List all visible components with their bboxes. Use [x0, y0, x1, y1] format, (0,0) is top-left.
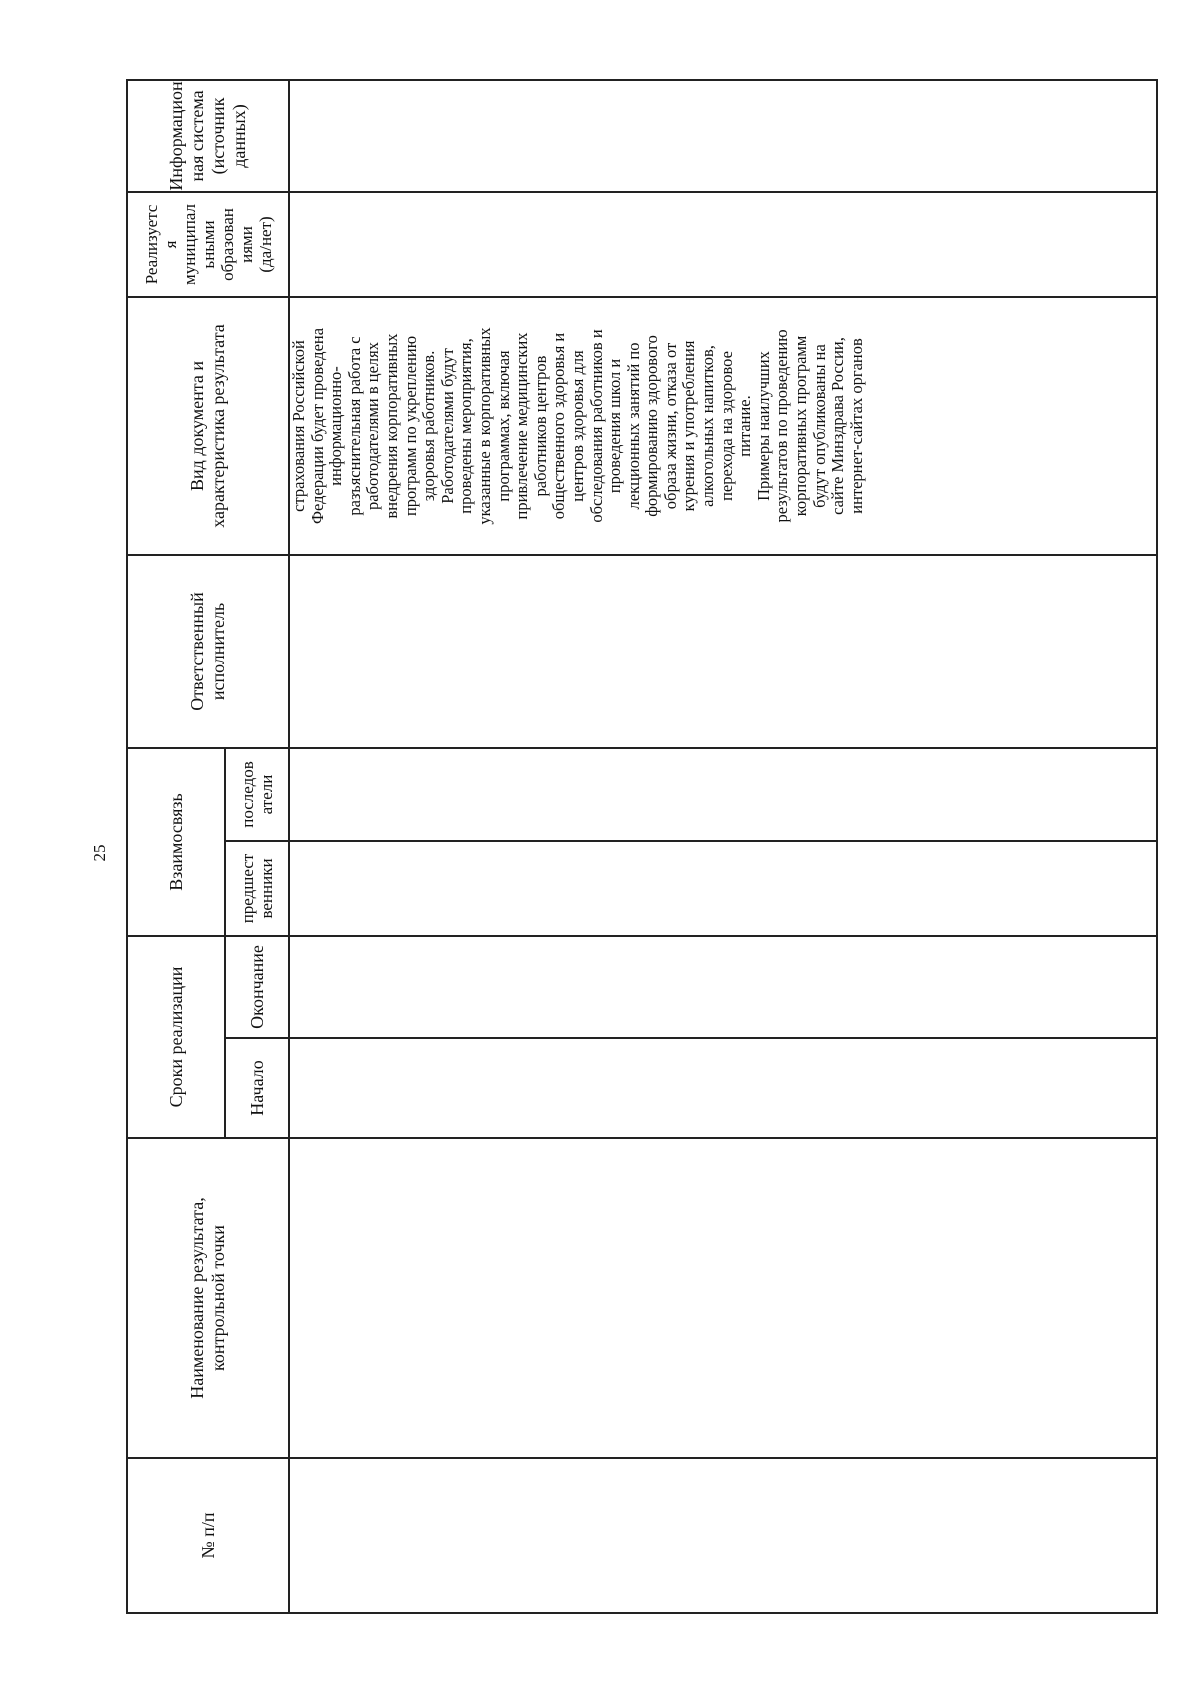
- header-number: № п/п: [127, 1458, 289, 1613]
- header-document-line: Вид документа и: [187, 361, 207, 491]
- document-line: курения и употребления: [679, 340, 699, 512]
- header-successors-line: атели: [257, 774, 276, 815]
- document-line: центров здоровья для: [567, 350, 587, 502]
- header-infosystem-line: данных): [229, 104, 249, 168]
- cell-infosystem: [289, 80, 1157, 192]
- document-line: работодателями в целях: [363, 342, 383, 510]
- document-line: привлечение медицинских: [512, 332, 532, 520]
- header-dates: Сроки реализации: [127, 936, 225, 1138]
- page-number: 25: [90, 844, 109, 862]
- document-line: алкогольных напитков,: [698, 345, 718, 507]
- plan-table: [126, 79, 1158, 1614]
- document-line: здоровья работников.: [419, 350, 439, 502]
- header-name-line: контрольной точки: [208, 1225, 228, 1371]
- document-line: формированию здорового: [642, 335, 662, 517]
- document-line: обследования работников и: [586, 329, 606, 523]
- document-line: интернет-сайтах органов: [846, 338, 866, 514]
- cell-municipal: [289, 192, 1157, 297]
- cell-name: [289, 1138, 1157, 1458]
- header-predecessors-line: венники: [257, 858, 276, 919]
- header-responsible-line: исполнитель: [208, 602, 228, 701]
- header-municipal-line: Реализуетс: [141, 204, 161, 285]
- rotated-table-sheet: [126, 81, 1156, 1614]
- document-line: лекционных занятий по: [623, 342, 643, 510]
- cell-document: [289, 297, 1157, 555]
- document-line: страхования Российской: [289, 340, 308, 512]
- document-line: результатов по проведению: [772, 329, 792, 523]
- document-line: внедрения корпоративных: [381, 333, 401, 519]
- header-infosystem-line: ная система: [187, 90, 207, 182]
- cell-successors: [289, 748, 1157, 841]
- header-municipal: [127, 192, 289, 297]
- header-municipal-line: ьными: [198, 220, 218, 269]
- header-predecessors: [225, 841, 289, 936]
- document-line: будут опубликованы на: [809, 344, 829, 508]
- document-line: разъяснительная работа с: [344, 336, 364, 516]
- document-line: общественного здоровья и: [549, 332, 569, 520]
- header-responsible-line: Ответственный: [187, 592, 207, 711]
- document-line: программ по укреплению: [400, 335, 420, 517]
- header-municipal-line: (да/нет): [255, 216, 275, 273]
- header-document: [127, 297, 289, 555]
- header-start: Начало: [225, 1038, 289, 1138]
- header-document-line: характеристика результата: [208, 324, 228, 528]
- document-line: указанные в корпоративных: [474, 327, 494, 525]
- header-successors-line: последов: [238, 761, 257, 828]
- document-line: Федерации будет проведена: [307, 327, 327, 525]
- document-line: Работодателями будут: [437, 348, 457, 504]
- document-line: сайте Минздрава России,: [828, 337, 848, 515]
- header-responsible: [127, 555, 289, 748]
- header-municipal-line: муниципал: [179, 204, 199, 285]
- document-line: проведения школ и: [605, 358, 625, 494]
- header-relation: Взаимосвязь: [127, 748, 225, 936]
- document-line: перехода на здоровое: [716, 351, 736, 501]
- header-municipal-line: я: [160, 240, 180, 249]
- document-line: программах, включая: [493, 350, 513, 502]
- document-line: Примеры наилучших: [753, 351, 773, 501]
- cell-start: [289, 1038, 1157, 1138]
- header-municipal-line: иями: [236, 226, 256, 263]
- document-line: работников центров: [530, 355, 550, 497]
- header-name-line: Наименование результата,: [187, 1197, 207, 1399]
- document-line: образа жизни, отказа от: [660, 342, 680, 510]
- header-municipal-line: образован: [217, 208, 237, 281]
- header-infosystem-line: Информацион: [166, 81, 186, 191]
- header-successors: [225, 748, 289, 841]
- header-predecessors-line: предшест: [238, 853, 257, 924]
- document-line: корпоративных программ: [791, 335, 811, 517]
- header-infosystem-line: (источник: [208, 97, 228, 175]
- document-line: проведены мероприятия,: [456, 338, 476, 514]
- cell-responsible: [289, 555, 1157, 748]
- document-line: информационно-: [326, 366, 346, 486]
- header-name: [127, 1138, 289, 1458]
- cell-number: [289, 1458, 1157, 1613]
- cell-end: [289, 936, 1157, 1038]
- header-end: Окончание: [225, 936, 289, 1038]
- header-infosystem: [127, 80, 289, 192]
- document-line: питание.: [735, 395, 755, 457]
- cell-predecessors: [289, 841, 1157, 936]
